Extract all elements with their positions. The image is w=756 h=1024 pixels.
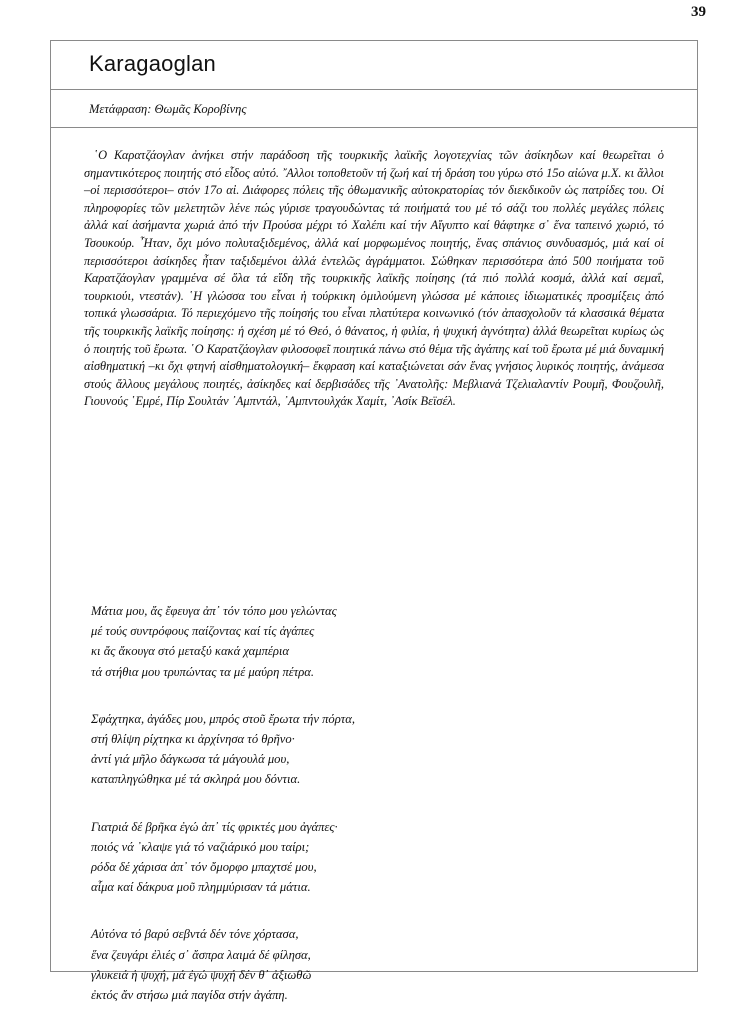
poem-line: μέ τούς συντρόφους παίζοντας καί τίς ἀγάπες [91,624,315,639]
article-title: Karagaoglan [89,51,216,76]
poem-stanza [91,601,651,682]
poem-line: αἷμα καί δάκρυα μοῦ πλημμύρισαν τά μάτια. [91,880,311,895]
poem-line: στή θλίψη ρίχτηκα κι ἀρχίνησα τό θρῆνο· [91,732,295,747]
poem-line: ἕνα ζευγάρι ἐλιές σ᾿ ἄσπρα λαιμά δέ φίλησα, [91,947,311,962]
poem-line: γλυκειά ἡ ψυχή, μά ἐγώ ψυχή δέν θ᾿ ἀξιωθῶ [91,967,312,982]
poem-line: Αὐτόνα τό βαρύ σεβντά δέν τόνε χόρτασα, [91,927,299,942]
poem [91,601,651,1005]
poem-line: ρόδα δέ χάρισα ἀπ᾿ τόν ὄμορφο μπαχτσέ μου, [91,860,317,875]
poem-line: καταπληγώθηκα μέ τά σκληρά μου δόντια. [91,772,301,787]
poem-line: ἐκτός ἄν στήσω μιά παγίδα στήν ἀγάπη. [91,988,288,1003]
intro-paragraph: ῾Ο Καρατζάογλαν ἀνήκει στήν παράδοση τῆς τουρκικῆς λαϊκῆς λογοτεχνίας τῶν ἀσίκηδων καί θεωρεῖται ὁ σημαντικότερος ποιητής στό εἶδος αὐτό. ῎Αλλοι τοποθετοῦν τή ζωή καί τή δράση του γύρω στό 15ο αἰώνα μ.Χ. κι ἄλλοι –οἱ περισσότεροι– στόν 17ο αἰ. Διάφορες πόλεις τῆς ὀθωμανικῆς αὐτοκρατορίας τόν διεκδικοῦν ὡς πατρίδες του. Οἱ πληροφορίες τῶν μελετητῶν λένε πώς γύρισε τραγουδώντας τά ποιήματά του μέ τό σάζι του πολλές μεγάλες πόλεις ἀλλά καί ἀσήμαντα χωριά ἀπό τήν Προύσα μέχρι τό Χαλέπι καί τήν Αἴγυπτο καί θάφτηκε σ᾿ ἕνα ταπεινό χωριό, τό Τσουκούρ. ῏Ηταν, ὄχι μόνο πολυταξιδεμένος, ἀλλά καί μορφωμένος ποιητής, ἕνας σπάνιος συνδυασμός, μιά καί οἱ περισσότεροι ἀσίκηδες ἦταν ταξιδεμένοι ἀλλά ἐντελῶς ἀγράμματοι. Σώθηκαν περισσότερα ἀπό 500 ποιήματα τοῦ Καρατζάογλαν γραμμένα σέ ὅλα τά εἴδη τῆς τουρκικῆς λαϊκῆς ποίησης (τά πιό πολλά κοσμά, ἀλλά καί σεμαΐ, τουρκιούι, ντεστάν). ῾Η γλώσσα του εἶναι ἡ τούρκικη ὁμιλούμενη γλώσσα μέ κάποιες ἰδιωματικές προσμίξεις ἀπό τοπικά γλωσσάρια. Τό περιεχόμενο τῆς ποίησής του εἶναι πλατύτερα κοινωνικό (τόν ἀπασχολοῦν τά κλασσικά θέματα τῆς τουρκικῆς λαϊκῆς ποίησης: ἡ σχέση μέ τό Θεό, ὁ θάνατος, ἡ φιλία, ἡ ψυχική ἀγνότητα) ἀλλά θεωρεῖται κυρίως ὡς ὁ ποιητής τοῦ ἔρωτα. ῾Ο Καρατζάογλαν φιλοσοφεῖ ποιητικά πάνω στό θέμα τῆς ἀγάπης καί τοῦ ἔρωτα μέ μιά δυναμική αἰσθηματική –κι ὄχι φτηνή αἰσθηματολογική– ἔκφραση καί καταξιώνεται σάν ἕνας γνήσιος λυρικός ποιητής, ἀνάμεσα στούς ἄλλους μεγάλους ποιητές, ἀσίκηδες καί δερβισάδες τῆς ᾿Ανατολῆς: Μεβλιανά Τζελιαλαντίν Ρουμῆ, Φουζουλῆ, Γιουνούς ῾Εμρέ, Πίρ Σουλτάν ᾿Αμπντάλ, ᾿Αμπντουλχάκ Χαμίτ, ᾿Ασίκ Βεϊσέλ. [84,148,664,409]
poem-line: τά στήθια μου τρυπώντας τα μέ μαύρη πέτρα. [91,664,315,679]
article-frame [50,40,698,1003]
poem-line: Σφάχτηκα, ἀγάδες μου, μπρός στοῦ ἔρωτα τήν πόρτα, [91,711,356,726]
poem-line: Μάτια μου, ἄς ἔφευγα ἀπ᾿ τόν τόπο μου γελώντας [91,604,337,618]
poem-line: ἀντί γιά μῆλο δάγκωσα τά μάγουλά μου, [91,752,290,767]
poem-line: ποιός νά ᾿κλαψε γιά τό ναζιάρικό μου ταίρι; [91,839,310,854]
poem-line: Γιατριά δέ βρῆκα ἐγώ ἀπ᾿ τίς φρικτές μου ἀγάπες· [91,819,338,834]
poem-stanza [91,924,651,1005]
poem-stanza [91,817,651,898]
poem-line: κι ἄς ἄκουγα στό μεταξύ κακά χαμπέρια [91,644,289,659]
translator-credit: Μετάφραση: Θωμᾶς Κοροβίνης [51,90,697,128]
poem-stanza [91,709,651,790]
page-number: 39 [691,4,706,20]
title-header [51,41,697,90]
